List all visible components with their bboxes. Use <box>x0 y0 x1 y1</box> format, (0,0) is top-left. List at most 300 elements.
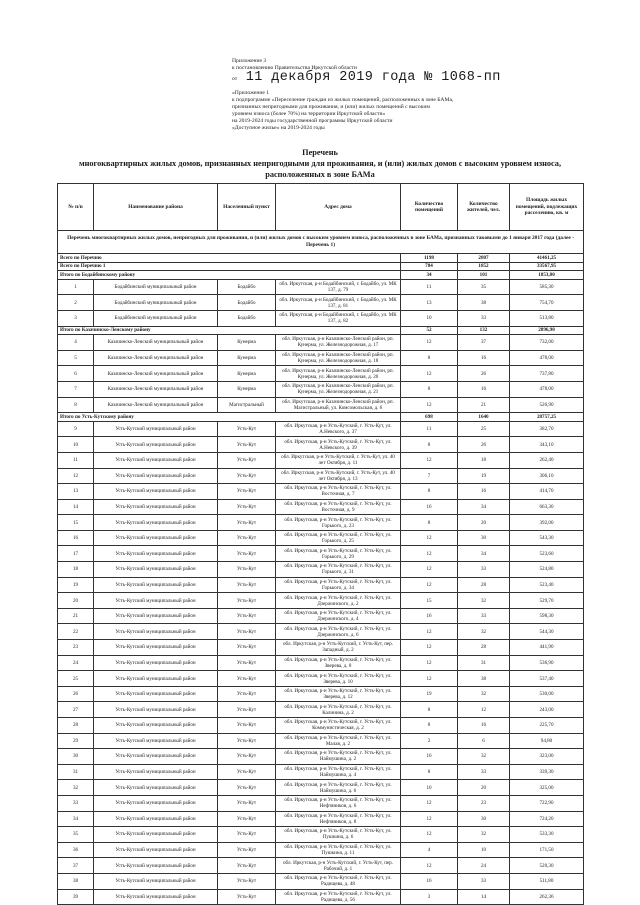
row-locality: Магистральный <box>218 397 276 413</box>
total-label: Всего по Перечню 1 <box>58 262 401 271</box>
row-address: обл. Иркутская, р-н Усть-Кутский, г. Усть-Кут, ул. Нефтяников, д. 8 <box>276 811 401 827</box>
row-area: 529,70 <box>510 593 584 609</box>
total-area: 28757,25 <box>510 413 584 422</box>
row-residents: 28 <box>458 640 510 656</box>
row-rooms: 4 <box>401 842 458 858</box>
row-rooms: 16 <box>401 499 458 515</box>
annex-line: «Приложение 1 <box>232 90 270 96</box>
total-area: 2896,90 <box>510 326 584 335</box>
row-address: обл. Иркутская, р-н Усть-Кутский, г. Усть-Кут, ул. Горького, д. 31 <box>276 562 401 578</box>
row-locality: Усть-Кут <box>218 780 276 796</box>
row-rooms: 3 <box>401 889 458 905</box>
table-row <box>58 515 584 531</box>
row-locality: Усть-Кут <box>218 686 276 702</box>
column-header-area: Площадь жилых помещений, подлежащих расселению, кв. м <box>510 184 584 231</box>
row-number: 24 <box>58 655 94 671</box>
row-address: обл. Иркутская, р-н Усть-Кутский, г. Усть-Кут, ул. Дзержинского, д. 2 <box>276 593 401 609</box>
row-area: 225,70 <box>510 718 584 734</box>
row-locality: Усть-Кут <box>218 530 276 546</box>
row-number: 34 <box>58 811 94 827</box>
row-address: обл. Иркутская, р-н Казачинско-Ленский район, рп. Кунерма, ул. Железнодорожная, д. 18 <box>276 350 401 366</box>
row-address: обл. Иркутская, р-н Усть-Кутский, г. Усть-Кут, ул. 40 лет Октября, д. 11 <box>276 452 401 468</box>
row-address: обл. Иркутская, р-н Усть-Кутский, г. Усть-Кут, ул. Наймушина, д. 6 <box>276 780 401 796</box>
table-row <box>58 310 584 326</box>
row-number: 25 <box>58 671 94 687</box>
row-district: Усть-Кутский муниципальный район <box>94 858 218 874</box>
row-district: Усть-Кутский муниципальный район <box>94 749 218 765</box>
row-area: 523,60 <box>510 546 584 562</box>
row-residents: 34 <box>458 499 510 515</box>
row-locality: Усть-Кут <box>218 858 276 874</box>
table-row <box>58 530 584 546</box>
row-rooms: 8 <box>401 702 458 718</box>
row-district: Усть-Кутский муниципальный район <box>94 655 218 671</box>
row-residents: 6 <box>458 733 510 749</box>
row-residents: 35 <box>458 279 510 295</box>
total-row-all <box>58 254 584 263</box>
row-area: 754,70 <box>510 295 584 311</box>
row-area: 94,80 <box>510 733 584 749</box>
row-residents: 33 <box>458 562 510 578</box>
row-district: Усть-Кутский муниципальный район <box>94 452 218 468</box>
row-residents: 31 <box>458 655 510 671</box>
total-row-ustkut <box>58 413 584 422</box>
table-row <box>58 686 584 702</box>
row-area: 543,30 <box>510 530 584 546</box>
row-district: Усть-Кутский муниципальный район <box>94 484 218 500</box>
row-number: 13 <box>58 484 94 500</box>
row-district: Усть-Кутский муниципальный район <box>94 577 218 593</box>
table-row <box>58 499 584 515</box>
housing-list-table <box>57 183 584 905</box>
row-area: 262,40 <box>510 452 584 468</box>
row-address: обл. Иркутская, р-н Усть-Кутский, г. Усть-Кут, ул. Пушкина, д. 6 <box>276 827 401 843</box>
total-residents: 1640 <box>458 413 510 422</box>
annex-line: признанных непригодными для проживания, и (или) жилых помещений с высоким <box>232 104 430 111</box>
row-address: обл. Иркутская, р-н Усть-Кутский, г. Усть-Кут, ул. Наймушина, д. 4 <box>276 764 401 780</box>
row-number: 19 <box>58 577 94 593</box>
row-rooms: 15 <box>401 593 458 609</box>
row-area: 585,30 <box>510 279 584 295</box>
row-residents: 16 <box>458 350 510 366</box>
table-row <box>58 295 584 311</box>
column-header-address: Адрес дома <box>276 184 401 231</box>
row-rooms: 16 <box>401 873 458 889</box>
total-label: Итого по Казачинско-Ленскому району <box>58 326 401 335</box>
row-area: 511,80 <box>510 873 584 889</box>
row-locality: Усть-Кут <box>218 718 276 734</box>
row-address: обл. Иркутская, р-н Усть-Кутский, г. Усть-Кут, ул. Коммунистическая, д. 2 <box>276 718 401 734</box>
row-number: 8 <box>58 397 94 413</box>
appendix-reference: к постановлению Правительства Иркутской области <box>232 65 357 71</box>
table-row <box>58 655 584 671</box>
row-number: 39 <box>58 889 94 905</box>
row-area: 339,30 <box>510 764 584 780</box>
row-address: обл. Иркутская, р-н Усть-Кутский, г. Усть-Кут, ул. Радищева, д. 56 <box>276 889 401 905</box>
row-residents: 33 <box>458 873 510 889</box>
row-address: обл. Иркутская, р-н Усть-Кутский, г. Усть-Кут, ул. Пушкина, д. 11 <box>276 842 401 858</box>
row-address: обл. Иркутская, р-н Усть-Кутский, г. Усть-Кут, ул. Наймушина, д. 2 <box>276 749 401 765</box>
row-rooms: 19 <box>401 686 458 702</box>
table-row <box>58 437 584 453</box>
row-address: обл. Иркутская, р-н Усть-Кутский, г. Усть-Кут, пер. Рабочий, д. 1 <box>276 858 401 874</box>
row-residents: 24 <box>458 858 510 874</box>
row-address: обл. Иркутская, р-н Бодайбинский, г. Бодайбо, ул. МК 137, д. 82 <box>276 310 401 326</box>
row-residents: 38 <box>458 671 510 687</box>
row-number: 38 <box>58 873 94 889</box>
row-area: 325,00 <box>510 780 584 796</box>
total-rooms: 52 <box>401 326 458 335</box>
row-locality: Кунерма <box>218 366 276 382</box>
title-line: расположенных в зоне БАМа <box>265 170 375 179</box>
row-district: Усть-Кутский муниципальный район <box>94 889 218 905</box>
row-number: 30 <box>58 749 94 765</box>
row-area: 526,90 <box>510 397 584 413</box>
row-district: Казачинско-Ленский муниципальный район <box>94 381 218 397</box>
row-area: 414,70 <box>510 484 584 500</box>
row-number: 1 <box>58 279 94 295</box>
table-row <box>58 764 584 780</box>
total-label: Всего по Перечню <box>58 254 401 263</box>
row-residents: 32 <box>458 827 510 843</box>
row-rooms: 12 <box>401 546 458 562</box>
decree-number: 1068-пп <box>441 70 501 85</box>
row-address: обл. Иркутская, р-н Усть-Кутский, г. Усть-Кут, ул. Зверева, д. 10 <box>276 671 401 687</box>
table-row <box>58 718 584 734</box>
row-area: 323,00 <box>510 749 584 765</box>
row-residents: 37 <box>458 335 510 351</box>
table-row <box>58 873 584 889</box>
row-area: 523,40 <box>510 577 584 593</box>
row-district: Казачинско-Ленский муниципальный район <box>94 350 218 366</box>
table-row <box>58 279 584 295</box>
row-number: 7 <box>58 381 94 397</box>
total-rooms: 784 <box>401 262 458 271</box>
row-address: обл. Иркутская, р-н Усть-Кутский, г. Усть-Кут, ул. Калинина, д. 2 <box>276 702 401 718</box>
row-district: Усть-Кутский муниципальный район <box>94 795 218 811</box>
row-number: 37 <box>58 858 94 874</box>
row-rooms: 12 <box>401 624 458 640</box>
row-address: обл. Иркутская, р-н Усть-Кутский, г. Усть-Кут, ул. Малая, д. 2 <box>276 733 401 749</box>
row-locality: Бодайбо <box>218 295 276 311</box>
row-area: 598,30 <box>510 608 584 624</box>
total-residents: 101 <box>458 271 510 280</box>
row-number: 14 <box>58 499 94 515</box>
row-district: Усть-Кутский муниципальный район <box>94 530 218 546</box>
row-rooms: 12 <box>401 335 458 351</box>
row-rooms: 12 <box>401 640 458 656</box>
row-residents: 19 <box>458 468 510 484</box>
row-rooms: 12 <box>401 366 458 382</box>
row-address: обл. Иркутская, р-н Усть-Кутский, г. Усть-Кут, ул. Горького, д. 34 <box>276 577 401 593</box>
row-number: 35 <box>58 827 94 843</box>
row-district: Усть-Кутский муниципальный район <box>94 640 218 656</box>
row-area: 478,00 <box>510 381 584 397</box>
decree-date: 11 декабря 2019 года <box>245 70 416 85</box>
row-locality: Усть-Кут <box>218 624 276 640</box>
row-locality: Усть-Кут <box>218 437 276 453</box>
row-area: 343,10 <box>510 437 584 453</box>
row-locality: Усть-Кут <box>218 640 276 656</box>
row-locality: Усть-Кут <box>218 671 276 687</box>
row-residents: 32 <box>458 593 510 609</box>
row-area: 530,00 <box>510 686 584 702</box>
annex-line: уровнем износа (более 70%) на территории Иркутской области» <box>232 111 386 118</box>
row-rooms: 10 <box>401 780 458 796</box>
row-locality: Усть-Кут <box>218 562 276 578</box>
table-row <box>58 733 584 749</box>
column-header-rooms: Количество помещений <box>401 184 458 231</box>
list-intro-row <box>58 231 584 254</box>
row-area: 478,00 <box>510 350 584 366</box>
total-row-list1 <box>58 262 584 271</box>
row-residents: 34 <box>458 546 510 562</box>
row-district: Усть-Кутский муниципальный район <box>94 811 218 827</box>
row-residents: 10 <box>458 842 510 858</box>
list-intro-text: Перечень многоквартирных жилых домов, непригодных для проживания, и (или) жилых домов с высоким уровнем износа, расположенных в зоне БАМа, признанных таковыми до 1 января 2017 года (далее - Перечень 1) <box>58 231 584 254</box>
row-rooms: 8 <box>401 764 458 780</box>
row-area: 171,50 <box>510 842 584 858</box>
row-number: 26 <box>58 686 94 702</box>
row-locality: Усть-Кут <box>218 515 276 531</box>
row-locality: Усть-Кут <box>218 827 276 843</box>
row-address: обл. Иркутская, р-н Усть-Кутский, г. Усть-Кут, ул. Восточная, д. 7 <box>276 484 401 500</box>
row-district: Усть-Кутский муниципальный район <box>94 608 218 624</box>
total-rooms: 698 <box>401 413 458 422</box>
row-residents: 21 <box>458 397 510 413</box>
row-district: Казачинско-Ленский муниципальный район <box>94 335 218 351</box>
row-residents: 20 <box>458 515 510 531</box>
row-rooms: 12 <box>401 577 458 593</box>
total-residents: 132 <box>458 326 510 335</box>
row-number: 33 <box>58 795 94 811</box>
row-number: 2 <box>58 295 94 311</box>
row-residents: 32 <box>458 624 510 640</box>
table-row <box>58 366 584 382</box>
row-rooms: 12 <box>401 858 458 874</box>
number-sign: № <box>424 70 433 85</box>
row-locality: Усть-Кут <box>218 811 276 827</box>
row-locality: Кунерма <box>218 381 276 397</box>
row-area: 524,80 <box>510 562 584 578</box>
row-number: 21 <box>58 608 94 624</box>
row-district: Усть-Кутский муниципальный район <box>94 562 218 578</box>
row-residents: 16 <box>458 381 510 397</box>
row-locality: Усть-Кут <box>218 484 276 500</box>
table-row <box>58 350 584 366</box>
row-area: 243,00 <box>510 702 584 718</box>
row-district: Усть-Кутский муниципальный район <box>94 827 218 843</box>
row-number: 28 <box>58 718 94 734</box>
row-rooms: 8 <box>401 381 458 397</box>
row-district: Усть-Кутский муниципальный район <box>94 593 218 609</box>
row-district: Усть-Кутский муниципальный район <box>94 733 218 749</box>
row-locality: Бодайбо <box>218 310 276 326</box>
row-residents: 33 <box>458 608 510 624</box>
row-area: 737,80 <box>510 366 584 382</box>
row-district: Бодайбинский муниципальный район <box>94 310 218 326</box>
row-rooms: 8 <box>401 484 458 500</box>
row-area: 536,90 <box>510 655 584 671</box>
table-row <box>58 562 584 578</box>
row-rooms: 8 <box>401 515 458 531</box>
table-row <box>58 608 584 624</box>
row-locality: Усть-Кут <box>218 452 276 468</box>
row-number: 22 <box>58 624 94 640</box>
row-residents: 32 <box>458 749 510 765</box>
total-rooms: 1198 <box>401 254 458 263</box>
row-residents: 16 <box>458 718 510 734</box>
row-number: 15 <box>58 515 94 531</box>
row-address: обл. Иркутская, р-н Усть-Кутский, г. Усть-Кут, ул. Горького, д. 25 <box>276 530 401 546</box>
row-locality: Усть-Кут <box>218 873 276 889</box>
row-residents: 20 <box>458 780 510 796</box>
row-district: Усть-Кутский муниципальный район <box>94 718 218 734</box>
row-address: обл. Иркутская, р-н Усть-Кутский, г. Усть-Кут, ул. Зверева, д. 12 <box>276 686 401 702</box>
row-area: 533,30 <box>510 827 584 843</box>
table-row <box>58 640 584 656</box>
row-district: Усть-Кутский муниципальный район <box>94 764 218 780</box>
column-header-number: № п/п <box>58 184 94 231</box>
row-area: 262,36 <box>510 889 584 905</box>
row-number: 36 <box>58 842 94 858</box>
column-header-residents: Количество жителей, чел. <box>458 184 510 231</box>
total-area: 1853,80 <box>510 271 584 280</box>
row-district: Усть-Кутский муниципальный район <box>94 873 218 889</box>
row-residents: 25 <box>458 421 510 437</box>
row-locality: Усть-Кут <box>218 608 276 624</box>
row-rooms: 8 <box>401 437 458 453</box>
annex-reference <box>232 90 532 133</box>
row-residents: 30 <box>458 530 510 546</box>
row-area: 441,90 <box>510 640 584 656</box>
table-row <box>58 381 584 397</box>
table-row <box>58 468 584 484</box>
table-row <box>58 858 584 874</box>
row-address: обл. Иркутская, р-н Усть-Кутский, г. Усть-Кут, ул. Горького, д. 29 <box>276 546 401 562</box>
row-rooms: 12 <box>401 452 458 468</box>
table-row <box>58 795 584 811</box>
row-district: Казачинско-Ленский муниципальный район <box>94 397 218 413</box>
row-district: Бодайбинский муниципальный район <box>94 279 218 295</box>
row-number: 31 <box>58 764 94 780</box>
row-residents: 18 <box>458 452 510 468</box>
row-district: Казачинско-Ленский муниципальный район <box>94 366 218 382</box>
row-area: 392,00 <box>510 515 584 531</box>
total-label: Итого по Бодайбинскому району <box>58 271 401 280</box>
row-locality: Усть-Кут <box>218 546 276 562</box>
row-rooms: 12 <box>401 397 458 413</box>
annex-line: «Доступное жилье» на 2019-2024 годы <box>232 125 325 132</box>
row-area: 382,70 <box>510 421 584 437</box>
row-locality: Усть-Кут <box>218 421 276 437</box>
row-locality: Усть-Кут <box>218 842 276 858</box>
row-number: 16 <box>58 530 94 546</box>
row-address: обл. Иркутская, р-н Усть-Кутский, г. Усть-Кут, ул. А.Невского, д. 39 <box>276 437 401 453</box>
annex-line: к подпрограмме «Переселение граждан из жилых помещений, расположенных в зоне БАМа, <box>232 97 454 104</box>
row-locality: Кунерма <box>218 350 276 366</box>
row-locality: Усть-Кут <box>218 577 276 593</box>
row-area: 724,20 <box>510 811 584 827</box>
row-number: 23 <box>58 640 94 656</box>
table-header-row <box>58 184 584 231</box>
row-district: Усть-Кутский муниципальный район <box>94 468 218 484</box>
row-district: Усть-Кутский муниципальный район <box>94 624 218 640</box>
row-address: обл. Иркутская, р-н Усть-Кутский, г. Усть-Кут, ул. А.Невского, д. 37 <box>276 421 401 437</box>
table-row <box>58 335 584 351</box>
row-number: 17 <box>58 546 94 562</box>
row-address: обл. Иркутская, р-н Усть-Кутский, г. Усть-Кут, ул. Дзержинского, д. 4 <box>276 608 401 624</box>
row-residents: 32 <box>458 686 510 702</box>
row-address: обл. Иркутская, р-н Усть-Кутский, г. Усть-Кут, ул. Радищева, д. 48 <box>276 873 401 889</box>
row-rooms: 12 <box>401 530 458 546</box>
total-label: Итого по Усть-Кутскому району <box>58 413 401 422</box>
row-number: 27 <box>58 702 94 718</box>
table-row <box>58 749 584 765</box>
row-locality: Усть-Кут <box>218 889 276 905</box>
row-district: Бодайбинский муниципальный район <box>94 295 218 311</box>
row-locality: Усть-Кут <box>218 499 276 515</box>
row-locality: Бодайбо <box>218 279 276 295</box>
row-number: 10 <box>58 437 94 453</box>
row-rooms: 13 <box>401 295 458 311</box>
row-district: Усть-Кутский муниципальный район <box>94 780 218 796</box>
row-district: Усть-Кутский муниципальный район <box>94 702 218 718</box>
row-residents: 33 <box>458 310 510 326</box>
row-address: обл. Иркутская, р-н Казачинско-Ленский район, рп. Кунерма, ул. Железнодорожная, д. 20 <box>276 366 401 382</box>
row-rooms: 8 <box>401 718 458 734</box>
row-address: обл. Иркутская, р-н Усть-Кутский, г. Усть-Кут, ул. Дзержинского, д. 6 <box>276 624 401 640</box>
row-number: 5 <box>58 350 94 366</box>
row-address: обл. Иркутская, р-н Казачинско-Ленский район, рп. Кунерма, ул. Железнодорожная, д. 17 <box>276 335 401 351</box>
table-row <box>58 484 584 500</box>
row-rooms: 16 <box>401 749 458 765</box>
row-rooms: 12 <box>401 562 458 578</box>
row-address: обл. Иркутская, р-н Усть-Кутский, г. Усть-Кут, ул. 40 лет Октября, д. 13 <box>276 468 401 484</box>
row-district: Усть-Кутский муниципальный район <box>94 515 218 531</box>
table-row <box>58 397 584 413</box>
row-locality: Усть-Кут <box>218 795 276 811</box>
title-line: Перечень <box>302 148 338 157</box>
table-row <box>58 577 584 593</box>
row-locality: Усть-Кут <box>218 593 276 609</box>
row-residents: 38 <box>458 295 510 311</box>
row-rooms: 16 <box>401 608 458 624</box>
row-rooms: 12 <box>401 811 458 827</box>
total-row-bodaibo <box>58 271 584 280</box>
row-rooms: 12 <box>401 795 458 811</box>
row-locality: Кунерма <box>218 335 276 351</box>
row-number: 4 <box>58 335 94 351</box>
title-line: многоквартирных жилых домов, признанных непригодными для проживания, и (или) жилых домов с высоким уровнем износа, <box>78 159 562 168</box>
row-area: 520,30 <box>510 858 584 874</box>
row-rooms: 11 <box>401 421 458 437</box>
document-title <box>55 147 585 180</box>
total-residents: 1852 <box>458 262 510 271</box>
row-number: 6 <box>58 366 94 382</box>
row-rooms: 11 <box>401 279 458 295</box>
row-locality: Усть-Кут <box>218 468 276 484</box>
table-row <box>58 842 584 858</box>
row-district: Усть-Кутский муниципальный район <box>94 671 218 687</box>
total-residents: 2807 <box>458 254 510 263</box>
table-row <box>58 702 584 718</box>
row-area: 663,30 <box>510 499 584 515</box>
row-area: 732,00 <box>510 335 584 351</box>
annex-line: на 2019-2024 годы государственной программы Иркутской области <box>232 118 393 125</box>
table-row <box>58 671 584 687</box>
row-residents: 30 <box>458 811 510 827</box>
